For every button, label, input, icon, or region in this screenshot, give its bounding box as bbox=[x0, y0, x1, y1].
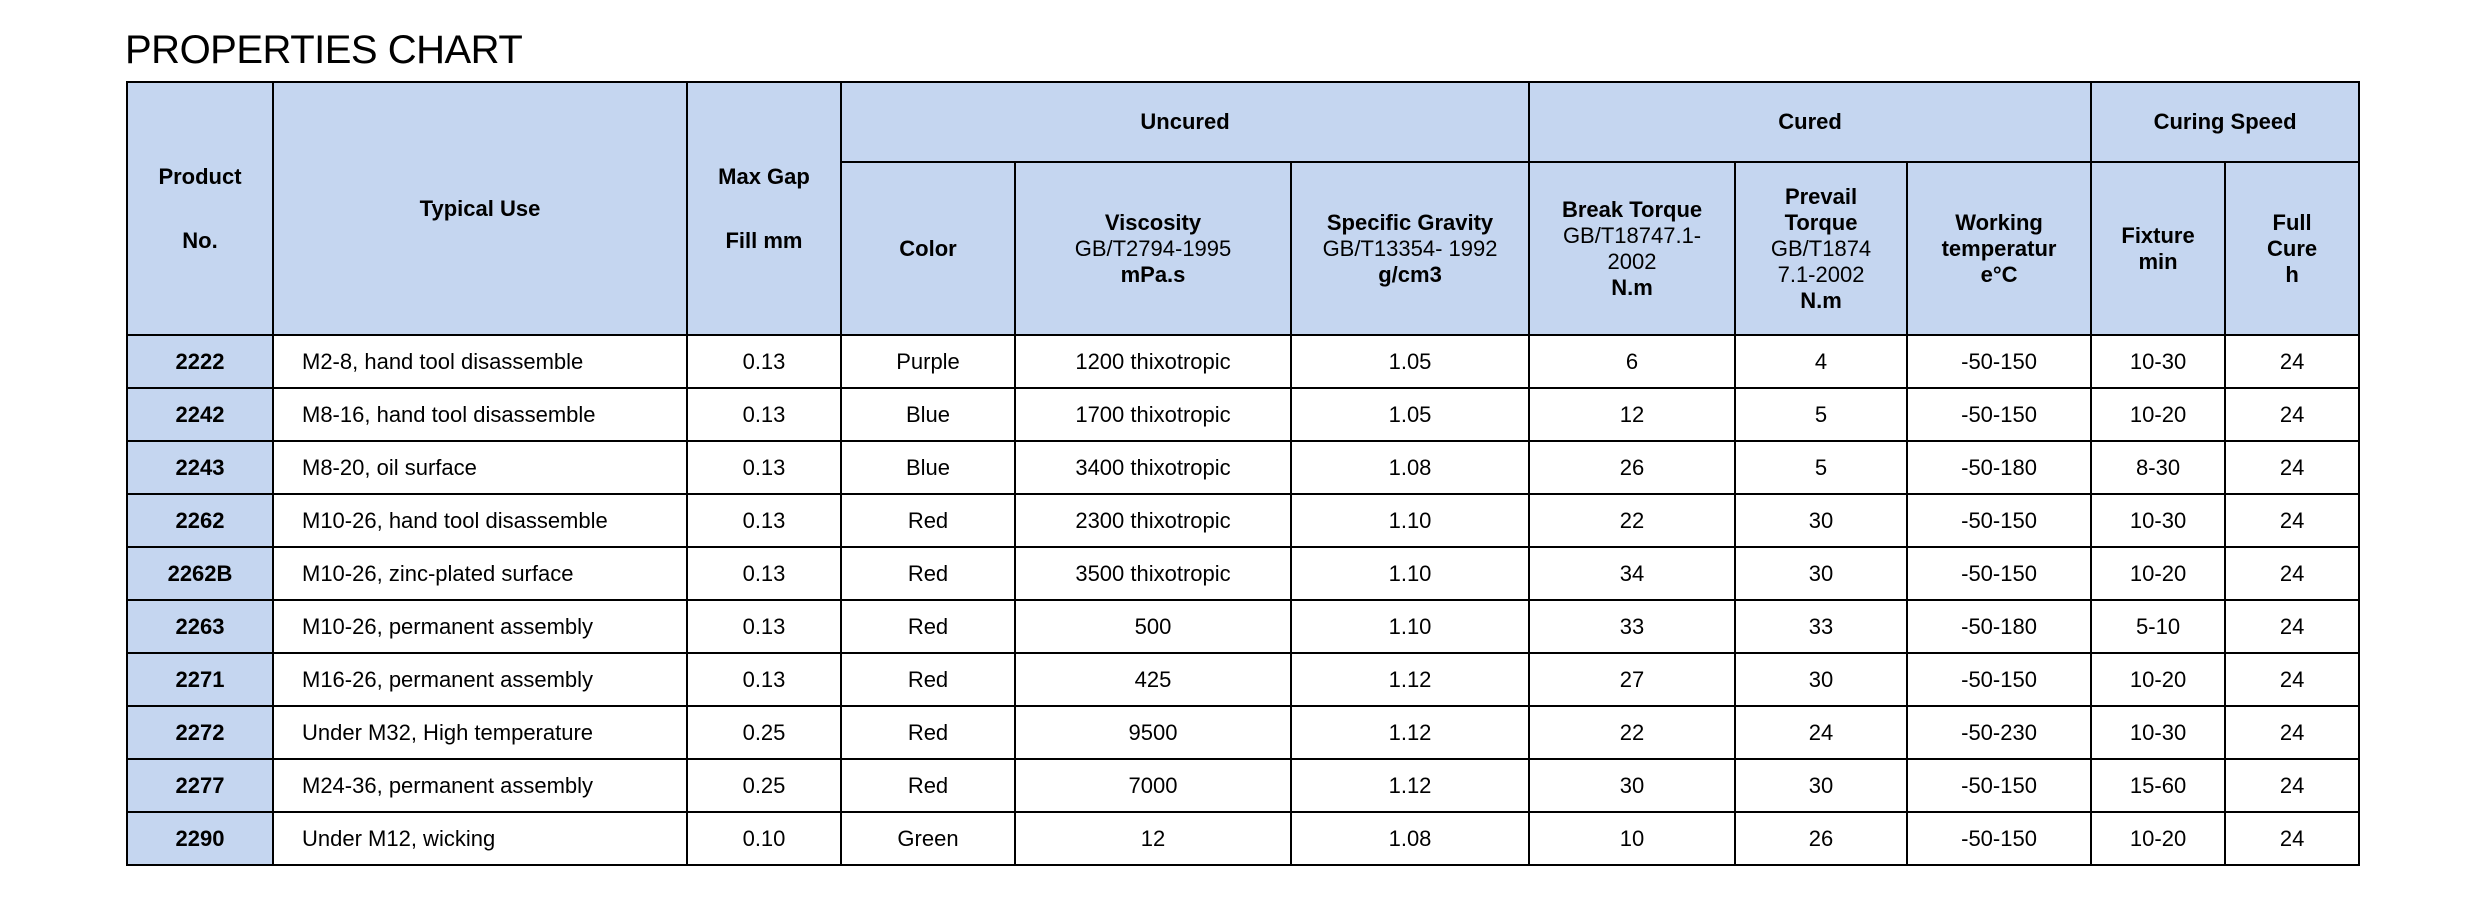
cell-prevail-torque: 30 bbox=[1735, 547, 1907, 600]
cell-max-gap: 0.10 bbox=[687, 812, 841, 865]
header-sg-title: Specific Gravity bbox=[1326, 209, 1494, 235]
cell-prevail-torque: 24 bbox=[1735, 706, 1907, 759]
cell-viscosity: 7000 bbox=[1015, 759, 1291, 812]
cell-fixture: 10-20 bbox=[2091, 653, 2225, 706]
cell-fixture: 15-60 bbox=[2091, 759, 2225, 812]
cell-max-gap: 0.13 bbox=[687, 653, 841, 706]
cell-typical-use: Under M12, wicking bbox=[273, 812, 687, 865]
cell-max-gap: 0.13 bbox=[687, 335, 841, 388]
cell-prevail-torque: 26 bbox=[1735, 812, 1907, 865]
header-typical-use-label: Typical Use bbox=[419, 195, 541, 221]
cell-break-torque: 26 bbox=[1529, 441, 1735, 494]
cell-product-no: 2262 bbox=[127, 494, 273, 547]
cell-prevail-torque: 30 bbox=[1735, 494, 1907, 547]
cell-specific-gravity: 1.12 bbox=[1291, 759, 1529, 812]
cell-prevail-torque: 30 bbox=[1735, 759, 1907, 812]
header-max-gap-line1: Max Gap bbox=[718, 163, 810, 189]
cell-product-no: 2222 bbox=[127, 335, 273, 388]
cell-max-gap: 0.25 bbox=[687, 706, 841, 759]
cell-max-gap: 0.13 bbox=[687, 388, 841, 441]
cell-break-torque: 33 bbox=[1529, 600, 1735, 653]
header-prevail-std-1: GB/T1874 bbox=[1770, 235, 1872, 261]
cell-viscosity: 1200 thixotropic bbox=[1015, 335, 1291, 388]
cell-specific-gravity: 1.08 bbox=[1291, 441, 1529, 494]
cell-max-gap: 0.13 bbox=[687, 547, 841, 600]
header-typical-use bbox=[273, 82, 687, 335]
header-specific-gravity bbox=[1291, 162, 1529, 335]
header-break-std-1: GB/T18747.1- bbox=[1562, 222, 1702, 248]
header-fixture-1: Fixture bbox=[2121, 222, 2195, 248]
table-row bbox=[127, 441, 2359, 494]
header-break-title: Break Torque bbox=[1561, 196, 1703, 222]
cell-product-no: 2271 bbox=[127, 653, 273, 706]
cell-typical-use: M8-16, hand tool disassemble bbox=[273, 388, 687, 441]
cell-fixture: 10-20 bbox=[2091, 812, 2225, 865]
cell-typical-use: M10-26, zinc-plated surface bbox=[273, 547, 687, 600]
header-uncured: Uncured bbox=[841, 82, 1529, 162]
cell-color: Blue bbox=[841, 441, 1015, 494]
header-max-gap bbox=[687, 82, 841, 335]
cell-full-cure: 24 bbox=[2225, 706, 2359, 759]
cell-specific-gravity: 1.12 bbox=[1291, 706, 1529, 759]
cell-color: Red bbox=[841, 653, 1015, 706]
cell-working-temp: -50-150 bbox=[1907, 759, 2091, 812]
cell-viscosity: 1700 thixotropic bbox=[1015, 388, 1291, 441]
header-max-gap-line2: Fill mm bbox=[725, 227, 803, 253]
cell-color: Blue bbox=[841, 388, 1015, 441]
cell-working-temp: -50-150 bbox=[1907, 388, 2091, 441]
header-product-line1: Product bbox=[158, 163, 242, 189]
cell-full-cure: 24 bbox=[2225, 653, 2359, 706]
properties-table bbox=[126, 81, 2360, 866]
cell-full-cure: 24 bbox=[2225, 600, 2359, 653]
header-viscosity-unit: mPa.s bbox=[1120, 261, 1186, 287]
cell-full-cure: 24 bbox=[2225, 335, 2359, 388]
header-break-torque bbox=[1529, 162, 1735, 335]
cell-color: Red bbox=[841, 706, 1015, 759]
cell-product-no: 2290 bbox=[127, 812, 273, 865]
cell-typical-use: M8-20, oil surface bbox=[273, 441, 687, 494]
header-color: Color bbox=[841, 162, 1015, 335]
cell-product-no: 2243 bbox=[127, 441, 273, 494]
header-working-3: e°C bbox=[1980, 261, 2018, 287]
cell-color: Green bbox=[841, 812, 1015, 865]
table-header bbox=[127, 82, 2359, 335]
cell-max-gap: 0.13 bbox=[687, 600, 841, 653]
header-prevail-std-2: 7.1-2002 bbox=[1777, 261, 1865, 287]
cell-specific-gravity: 1.12 bbox=[1291, 653, 1529, 706]
cell-max-gap: 0.13 bbox=[687, 494, 841, 547]
cell-max-gap: 0.25 bbox=[687, 759, 841, 812]
cell-typical-use: M24-36, permanent assembly bbox=[273, 759, 687, 812]
cell-break-torque: 22 bbox=[1529, 494, 1735, 547]
cell-full-cure: 24 bbox=[2225, 547, 2359, 600]
cell-break-torque: 22 bbox=[1529, 706, 1735, 759]
cell-working-temp: -50-180 bbox=[1907, 441, 2091, 494]
cell-typical-use: M16-26, permanent assembly bbox=[273, 653, 687, 706]
header-viscosity bbox=[1015, 162, 1291, 335]
header-working-temp bbox=[1907, 162, 2091, 335]
cell-break-torque: 34 bbox=[1529, 547, 1735, 600]
cell-color: Purple bbox=[841, 335, 1015, 388]
cell-fixture: 10-20 bbox=[2091, 388, 2225, 441]
header-full-cure bbox=[2225, 162, 2359, 335]
cell-working-temp: -50-150 bbox=[1907, 812, 2091, 865]
cell-prevail-torque: 5 bbox=[1735, 441, 1907, 494]
table-row bbox=[127, 706, 2359, 759]
cell-typical-use: M10-26, permanent assembly bbox=[273, 600, 687, 653]
cell-full-cure: 24 bbox=[2225, 759, 2359, 812]
header-working-2: temperatur bbox=[1941, 235, 2057, 261]
cell-break-torque: 12 bbox=[1529, 388, 1735, 441]
cell-viscosity: 3500 thixotropic bbox=[1015, 547, 1291, 600]
cell-fixture: 5-10 bbox=[2091, 600, 2225, 653]
cell-working-temp: -50-180 bbox=[1907, 600, 2091, 653]
table-row bbox=[127, 335, 2359, 388]
cell-product-no: 2263 bbox=[127, 600, 273, 653]
header-fixture-2: min bbox=[2138, 248, 2178, 274]
header-prevail-unit: N.m bbox=[1800, 287, 1842, 313]
cell-full-cure: 24 bbox=[2225, 388, 2359, 441]
header-working-1: Working bbox=[1955, 209, 2043, 235]
page-title: PROPERTIES CHART bbox=[125, 28, 523, 72]
header-product-no bbox=[127, 82, 273, 335]
cell-specific-gravity: 1.05 bbox=[1291, 388, 1529, 441]
header-viscosity-std: GB/T2794-1995 bbox=[1074, 235, 1232, 261]
cell-product-no: 2242 bbox=[127, 388, 273, 441]
cell-full-cure: 24 bbox=[2225, 812, 2359, 865]
table-row bbox=[127, 812, 2359, 865]
cell-color: Red bbox=[841, 759, 1015, 812]
cell-fixture: 8-30 bbox=[2091, 441, 2225, 494]
cell-viscosity: 2300 thixotropic bbox=[1015, 494, 1291, 547]
header-row-top bbox=[127, 82, 2359, 162]
cell-specific-gravity: 1.10 bbox=[1291, 547, 1529, 600]
cell-product-no: 2262B bbox=[127, 547, 273, 600]
header-break-unit: N.m bbox=[1611, 274, 1653, 300]
cell-prevail-torque: 4 bbox=[1735, 335, 1907, 388]
cell-color: Red bbox=[841, 547, 1015, 600]
cell-max-gap: 0.13 bbox=[687, 441, 841, 494]
cell-break-torque: 27 bbox=[1529, 653, 1735, 706]
cell-typical-use: Under M32, High temperature bbox=[273, 706, 687, 759]
cell-fixture: 10-30 bbox=[2091, 706, 2225, 759]
cell-fixture: 10-30 bbox=[2091, 335, 2225, 388]
cell-break-torque: 6 bbox=[1529, 335, 1735, 388]
cell-working-temp: -50-150 bbox=[1907, 653, 2091, 706]
cell-full-cure: 24 bbox=[2225, 494, 2359, 547]
header-prevail-torque bbox=[1735, 162, 1907, 335]
table-row bbox=[127, 759, 2359, 812]
cell-viscosity: 3400 thixotropic bbox=[1015, 441, 1291, 494]
cell-viscosity: 9500 bbox=[1015, 706, 1291, 759]
header-prevail-title-2: Torque bbox=[1784, 209, 1858, 235]
cell-working-temp: -50-150 bbox=[1907, 494, 2091, 547]
cell-break-torque: 10 bbox=[1529, 812, 1735, 865]
table-row bbox=[127, 653, 2359, 706]
cell-break-torque: 30 bbox=[1529, 759, 1735, 812]
cell-typical-use: M10-26, hand tool disassemble bbox=[273, 494, 687, 547]
header-curing-speed: Curing Speed bbox=[2091, 82, 2359, 162]
header-product-line2: No. bbox=[182, 227, 218, 253]
cell-working-temp: -50-150 bbox=[1907, 547, 2091, 600]
header-sg-unit: g/cm3 bbox=[1378, 261, 1442, 287]
header-full-3: h bbox=[2285, 261, 2299, 287]
cell-full-cure: 24 bbox=[2225, 441, 2359, 494]
table-row bbox=[127, 388, 2359, 441]
header-prevail-title-1: Prevail bbox=[1784, 183, 1858, 209]
table-row bbox=[127, 494, 2359, 547]
cell-specific-gravity: 1.05 bbox=[1291, 335, 1529, 388]
table-row bbox=[127, 600, 2359, 653]
header-cured: Cured bbox=[1529, 82, 2091, 162]
table-body bbox=[127, 335, 2359, 865]
cell-fixture: 10-30 bbox=[2091, 494, 2225, 547]
cell-prevail-torque: 30 bbox=[1735, 653, 1907, 706]
header-fixture bbox=[2091, 162, 2225, 335]
cell-prevail-torque: 5 bbox=[1735, 388, 1907, 441]
table-row bbox=[127, 547, 2359, 600]
cell-viscosity: 425 bbox=[1015, 653, 1291, 706]
cell-working-temp: -50-230 bbox=[1907, 706, 2091, 759]
header-full-1: Full bbox=[2272, 209, 2312, 235]
cell-viscosity: 500 bbox=[1015, 600, 1291, 653]
cell-color: Red bbox=[841, 600, 1015, 653]
cell-fixture: 10-20 bbox=[2091, 547, 2225, 600]
cell-prevail-torque: 33 bbox=[1735, 600, 1907, 653]
header-full-2: Cure bbox=[2267, 235, 2318, 261]
cell-specific-gravity: 1.10 bbox=[1291, 494, 1529, 547]
cell-typical-use: M2-8, hand tool disassemble bbox=[273, 335, 687, 388]
cell-working-temp: -50-150 bbox=[1907, 335, 2091, 388]
cell-viscosity: 12 bbox=[1015, 812, 1291, 865]
header-break-std-2: 2002 bbox=[1607, 248, 1657, 274]
cell-color: Red bbox=[841, 494, 1015, 547]
header-viscosity-title: Viscosity bbox=[1104, 209, 1202, 235]
header-sg-std: GB/T13354- 1992 bbox=[1322, 235, 1498, 261]
cell-specific-gravity: 1.10 bbox=[1291, 600, 1529, 653]
cell-product-no: 2277 bbox=[127, 759, 273, 812]
cell-specific-gravity: 1.08 bbox=[1291, 812, 1529, 865]
cell-product-no: 2272 bbox=[127, 706, 273, 759]
